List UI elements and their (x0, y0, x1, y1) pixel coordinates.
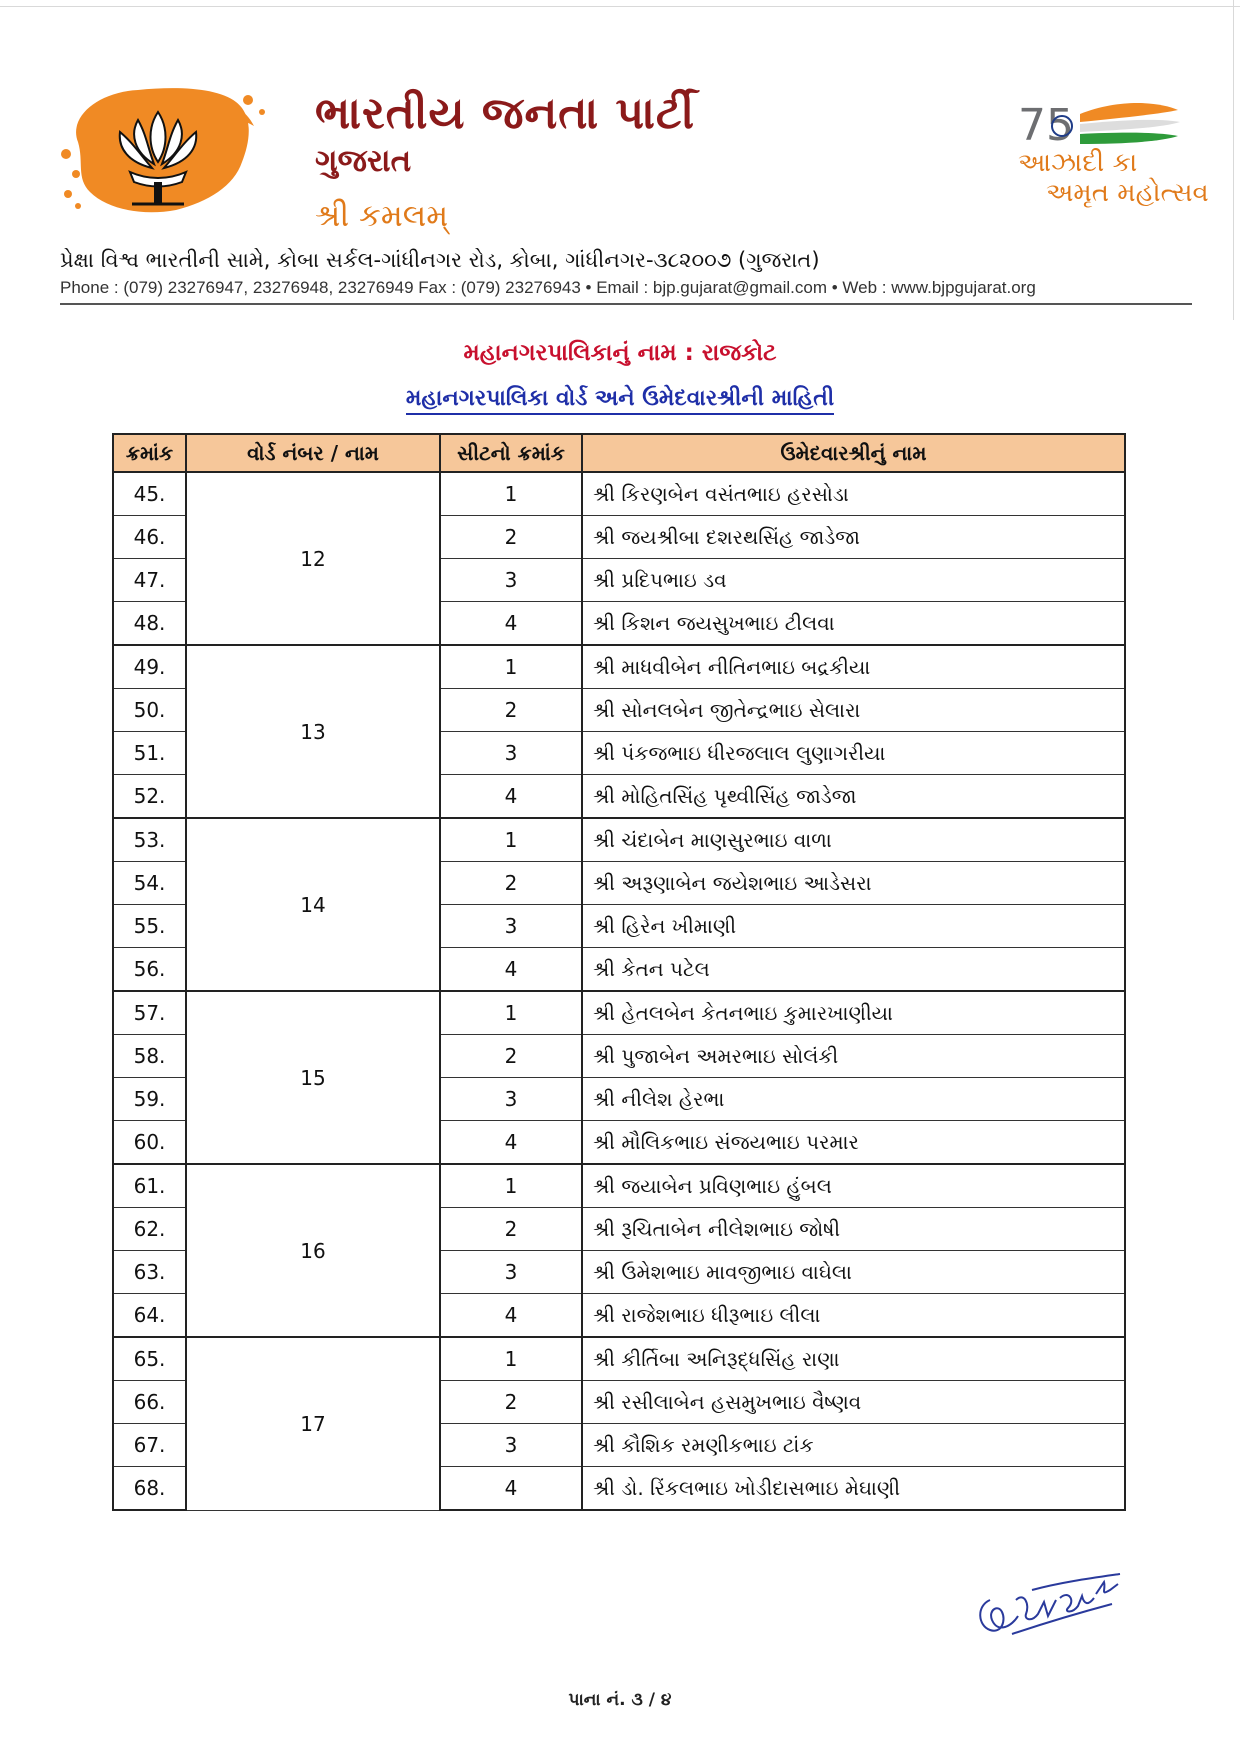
candidate-name-cell: શ્રી ડો. રિંકલભાઇ ખોડીદાસભાઇ મેઘાણી (582, 1467, 1125, 1511)
candidate-name-cell: શ્રી રાજેશભાઇ ધીરૂભાઇ લીલા (582, 1294, 1125, 1338)
table-header-row (113, 434, 1125, 472)
table-row (113, 1337, 1125, 1381)
header-serial: ક્રમાંક (113, 434, 186, 472)
table-row (113, 1164, 1125, 1208)
candidate-name-cell: શ્રી મૌલિકભાઇ સંજયભાઇ પરમાર (582, 1121, 1125, 1165)
candidate-name-cell: શ્રી કીર્તિબા અનિરૂદ્ધસિંહ રાણા (582, 1337, 1125, 1381)
ward-cell: 12 (186, 472, 440, 645)
seat-cell: 1 (440, 645, 582, 689)
seat-cell: 4 (440, 775, 582, 819)
ward-cell: 16 (186, 1164, 440, 1337)
header-ward: વોર્ડ નંબર / નામ (186, 434, 440, 472)
candidate-name-cell: શ્રી માધવીબેન નીતિનભાઇ બદ્રકીયા (582, 645, 1125, 689)
seat-cell: 4 (440, 1121, 582, 1165)
ward-cell: 17 (186, 1337, 440, 1510)
handwritten-signature (972, 1560, 1122, 1650)
document-subtitle (0, 386, 1240, 411)
azadi-text-line1: આઝાદી કા (1018, 148, 1138, 178)
seat-cell: 2 (440, 1208, 582, 1251)
seat-cell: 4 (440, 602, 582, 646)
seat-cell: 2 (440, 516, 582, 559)
seat-cell: 4 (440, 1467, 582, 1511)
seat-cell: 1 (440, 472, 582, 516)
candidate-table-body (113, 472, 1125, 1510)
table-row (113, 472, 1125, 516)
candidate-name-cell: શ્રી અરૂણાબેન જયેશભાઇ આડેસરા (582, 862, 1125, 905)
candidate-name-cell: શ્રી સોનલબેન જીતેન્દ્રભાઇ સેલારા (582, 689, 1125, 732)
corporation-title: મહાનગરપાલિકાનું નામ : રાજકોટ (463, 340, 777, 366)
candidate-name-cell: શ્રી પ્રદિપભાઇ ડવ (582, 559, 1125, 602)
serial-cell: 51. (113, 732, 186, 775)
candidate-name-cell: શ્રી હેતલબેન કેતનભાઇ કુમારખાણીયા (582, 991, 1125, 1035)
candidate-name-cell: શ્રી કિરણબેન વસંતભાઇ હરસોડા (582, 472, 1125, 516)
serial-cell: 62. (113, 1208, 186, 1251)
serial-cell: 52. (113, 775, 186, 819)
header-seat: સીટનો ક્રમાંક (440, 434, 582, 472)
bjp-lotus-logo-icon (58, 82, 278, 232)
ward-cell: 13 (186, 645, 440, 818)
seat-cell: 2 (440, 1381, 582, 1424)
candidate-name-cell: શ્રી ચંદાબેન માણસુરભાઇ વાળા (582, 818, 1125, 862)
candidate-name-cell: શ્રી કૌશિક રમણીકભાઇ ટાંક (582, 1424, 1125, 1467)
serial-cell: 45. (113, 472, 186, 516)
party-name: ભારતીય જનતા પાર્ટી (315, 88, 696, 139)
serial-cell: 64. (113, 1294, 186, 1338)
seat-cell: 3 (440, 732, 582, 775)
ward-cell: 15 (186, 991, 440, 1164)
serial-cell: 56. (113, 948, 186, 992)
page-top-edge (0, 0, 1240, 7)
seat-cell: 3 (440, 559, 582, 602)
serial-cell: 47. (113, 559, 186, 602)
seat-cell: 2 (440, 689, 582, 732)
serial-cell: 63. (113, 1251, 186, 1294)
serial-cell: 60. (113, 1121, 186, 1165)
contact-details: Phone : (079) 23276947, 23276948, 23276949 Fax : (079) 23276943 • Email : bjp.gujarat@gmail.com • Web : www.bjpgujarat.org (60, 278, 1036, 297)
seat-cell: 1 (440, 991, 582, 1035)
serial-cell: 61. (113, 1164, 186, 1208)
candidate-name-cell: શ્રી રસીલાબેન હસમુખભાઇ વૈષ્ણવ (582, 1381, 1125, 1424)
seat-cell: 1 (440, 1337, 582, 1381)
seat-cell: 3 (440, 1424, 582, 1467)
candidate-name-cell: શ્રી પુજાબેન અમરભાઇ સોલંકી (582, 1035, 1125, 1078)
serial-cell: 66. (113, 1381, 186, 1424)
serial-cell: 65. (113, 1337, 186, 1381)
candidate-name-cell: શ્રી જયશ્રીબા દશરથસિંહ જાડેજા (582, 516, 1125, 559)
candidate-name-cell: શ્રી પંકજભાઇ ધીરજલાલ લુણાગરીયા (582, 732, 1125, 775)
candidate-name-cell: શ્રી ઉમેશભાઇ માવજીભાઇ વાઘેલા (582, 1251, 1125, 1294)
seat-cell: 4 (440, 1294, 582, 1338)
table-row (113, 645, 1125, 689)
candidate-name-cell: શ્રી નીલેશ હેરભા (582, 1078, 1125, 1121)
candidate-name-cell: શ્રી કિશન જયસુખભાઇ ટીલવા (582, 602, 1125, 646)
header-divider (60, 303, 1192, 305)
seat-cell: 3 (440, 905, 582, 948)
office-address: પ્રેક્ષા વિશ્વ ભારતીની સામે, કોબા સર્કલ-ગાંધીનગર રોડ, કોબા, ગાંધીનગર-૩૮૨૦૦૭ (ગુજરાત) (60, 248, 820, 272)
serial-cell: 68. (113, 1467, 186, 1511)
page-number: પાના નં. ૩ / ૪ (568, 1690, 672, 1710)
candidate-table (112, 433, 1126, 1511)
serial-cell: 55. (113, 905, 186, 948)
candidate-name-cell: શ્રી જયાબેન પ્રવિણભાઇ હુંબલ (582, 1164, 1125, 1208)
document-subtitle-text: મહાનગરપાલિકા વોર્ડ અને ઉમેદવારશ્રીની માહિતી (406, 386, 834, 415)
seat-cell: 1 (440, 1164, 582, 1208)
serial-cell: 53. (113, 818, 186, 862)
serial-cell: 49. (113, 645, 186, 689)
table-row (113, 991, 1125, 1035)
serial-cell: 58. (113, 1035, 186, 1078)
header-candidate: ઉમેદવારશ્રીનું નામ (582, 434, 1125, 472)
seat-cell: 3 (440, 1251, 582, 1294)
serial-cell: 54. (113, 862, 186, 905)
serial-cell: 57. (113, 991, 186, 1035)
party-state: ગુજરાત (315, 143, 412, 179)
serial-cell: 67. (113, 1424, 186, 1467)
azadi-text-line2: અમૃત મહોત્સવ (1046, 178, 1209, 208)
ward-cell: 14 (186, 818, 440, 991)
seat-cell: 2 (440, 862, 582, 905)
seat-cell: 1 (440, 818, 582, 862)
seat-cell: 2 (440, 1035, 582, 1078)
serial-cell: 50. (113, 689, 186, 732)
seat-cell: 4 (440, 948, 582, 992)
serial-cell: 48. (113, 602, 186, 646)
table-row (113, 818, 1125, 862)
candidate-name-cell: શ્રી કેતન પટેલ (582, 948, 1125, 992)
azadi-number: 75 (1018, 100, 1074, 151)
party-office: શ્રી કમલમ્ (315, 198, 449, 234)
candidate-name-cell: શ્રી હિરેન ખીમાણી (582, 905, 1125, 948)
seat-cell: 3 (440, 1078, 582, 1121)
candidate-name-cell: શ્રી મોહિતસિંહ પૃથ્વીસિંહ જાડેજા (582, 775, 1125, 819)
page-right-edge (1233, 0, 1234, 320)
serial-cell: 46. (113, 516, 186, 559)
candidate-name-cell: શ્રી રૂચિતાબેન નીલેશભાઇ જોષી (582, 1208, 1125, 1251)
serial-cell: 59. (113, 1078, 186, 1121)
